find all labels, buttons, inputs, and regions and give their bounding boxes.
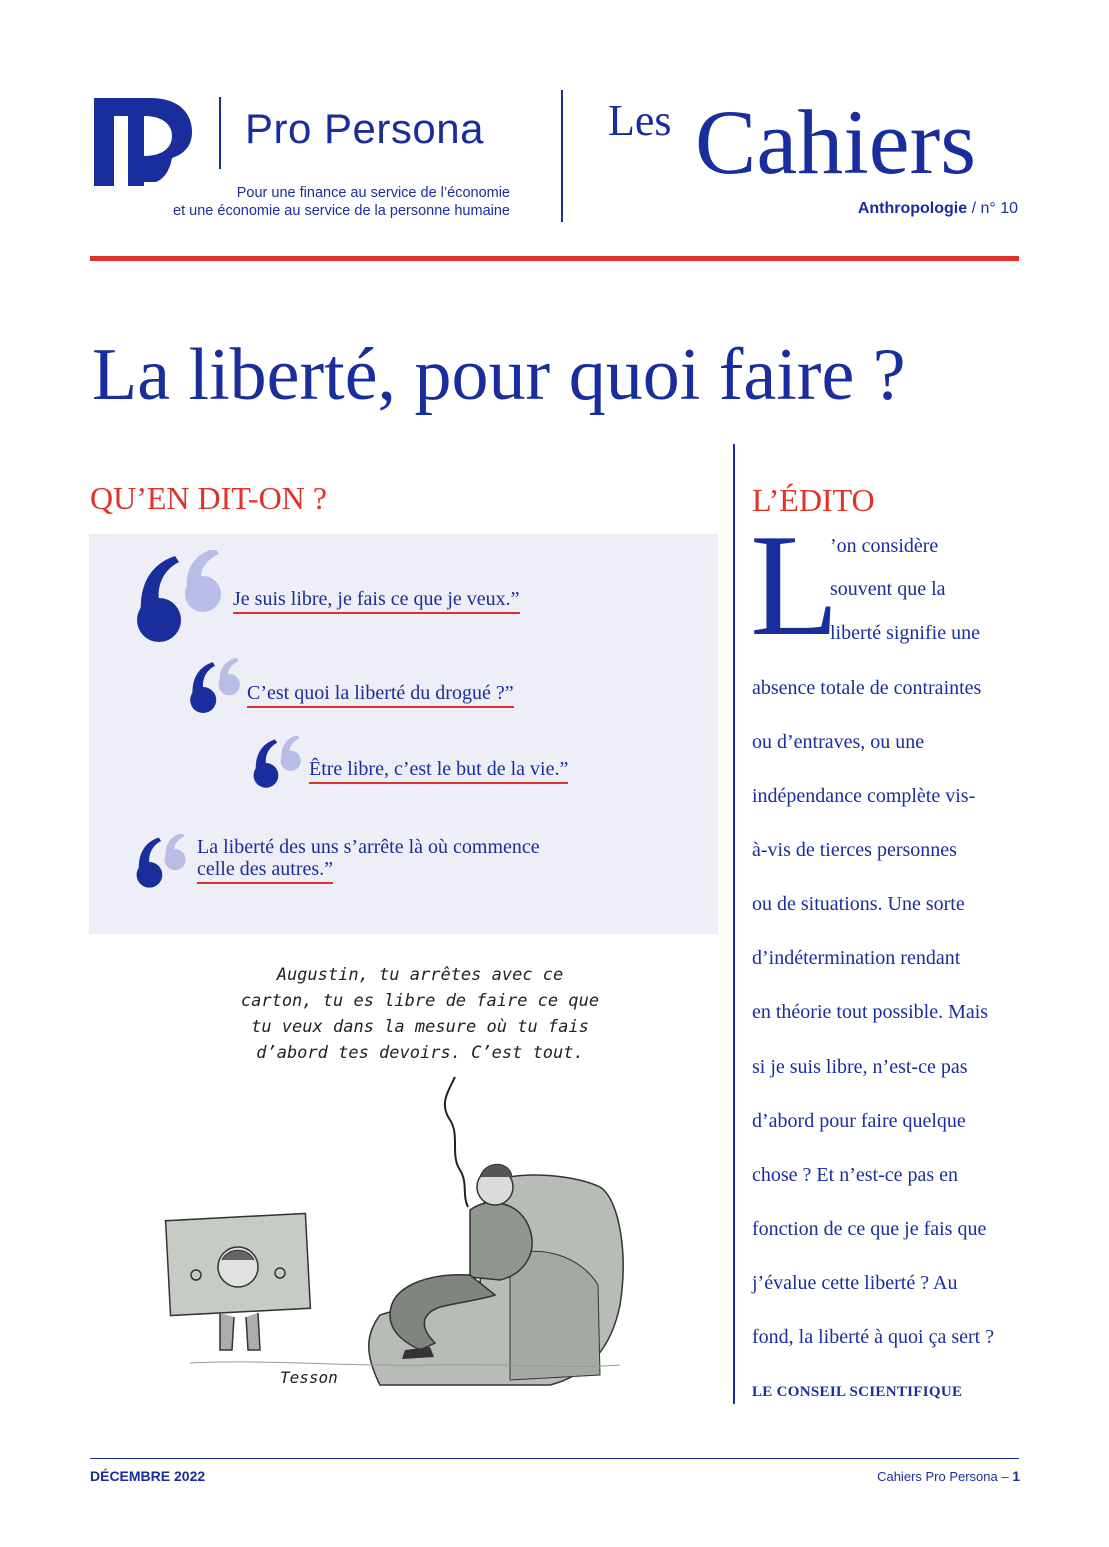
- quotes-box: [89, 534, 718, 934]
- edito-line: à-vis de tierces personnes: [752, 839, 957, 861]
- tagline-line-1: Pour une finance au service de l’économie: [236, 185, 510, 201]
- quotes-heading: QU’EN DIT-ON ?: [90, 480, 327, 516]
- edito-line: liberté signifie une: [830, 622, 980, 644]
- page-title: La liberté, pour quoi faire ?: [92, 334, 906, 416]
- edito-line: si je suis libre, n’est-ce pas: [752, 1056, 968, 1078]
- pro-persona-logo: [92, 96, 194, 188]
- tagline-line-2: et une économie au service de la personne humaine: [173, 203, 510, 219]
- cartoon-caption-line: carton, tu es libre de faire ce que: [240, 991, 600, 1011]
- header-divider: [561, 90, 563, 222]
- edito-line: en théorie tout possible. Mais: [752, 1001, 989, 1023]
- footer-date: DÉCEMBRE 2022: [90, 1468, 206, 1484]
- quote-4: [135, 834, 540, 890]
- quote-2: [189, 658, 514, 716]
- footer-page-info: [760, 1468, 1020, 1484]
- edito-line: ou d’entraves, ou une: [752, 731, 925, 753]
- quote-mark-icon: [251, 736, 309, 790]
- edito-line: chose ? Et n’est-ce pas en: [752, 1164, 959, 1186]
- quote-2-text: C’est quoi la liberté du drogué ?”: [247, 682, 514, 708]
- edito-line: souvent que la: [830, 578, 946, 600]
- footer-publication: Cahiers Pro Persona –: [877, 1469, 1013, 1484]
- page-number: 1: [1012, 1468, 1020, 1484]
- edito-line: indépendance complète vis-: [752, 785, 976, 807]
- logo-divider: [219, 97, 221, 169]
- header-rule: [90, 256, 1019, 261]
- quote-1-text: Je suis libre, je fais ce que je veux.”: [233, 588, 520, 614]
- tagline: [110, 184, 510, 220]
- cartoon-illustration: [150, 955, 650, 1395]
- edito-dropcap: L: [750, 504, 840, 666]
- quote-4-line-2: celle des autres.”: [197, 858, 333, 884]
- edito-line: fonction de ce que je fais que: [752, 1218, 987, 1240]
- edito-signature: LE CONSEIL SCIENTIFIQUE: [752, 1384, 963, 1400]
- issue-topic: Anthropologie: [857, 200, 968, 217]
- cartoon-caption-line: tu veux dans la mesure où tu fais: [251, 1017, 589, 1037]
- cartoon-caption-line: d’abord tes devoirs. C’est tout.: [256, 1043, 584, 1063]
- edito-line: ou de situations. Une sorte: [752, 893, 965, 915]
- footer-rule: [90, 1458, 1019, 1459]
- cartoon-caption-line: Augustin, tu arrêtes avec ce: [276, 965, 564, 985]
- quote-mark-icon: [135, 550, 233, 646]
- edito-line: d’abord pour faire quelque: [752, 1110, 966, 1132]
- quote-mark-icon: [135, 834, 193, 890]
- cartoon-signature: Tesson: [280, 1368, 338, 1387]
- edito-line: j’évalue cette liberté ? Au: [752, 1272, 958, 1294]
- column-divider: [733, 444, 735, 1404]
- edito-line: d’indétermination rendant: [752, 947, 961, 969]
- masthead-cahiers: Cahiers: [695, 91, 977, 193]
- quote-mark-icon: [189, 658, 247, 716]
- brand-name: Pro Persona: [245, 105, 484, 152]
- quote-1: [135, 550, 520, 646]
- issue-label: [790, 200, 1018, 218]
- edito-line: fond, la liberté à quoi ça sert ?: [752, 1326, 995, 1348]
- masthead-les: Les: [608, 96, 672, 145]
- quote-4-line-1: La liberté des uns s’arrête là où commence: [197, 836, 540, 858]
- edito-line: absence totale de contraintes: [752, 677, 982, 699]
- issue-number: / n° 10: [967, 200, 1018, 217]
- edito-line: ’on considère: [830, 535, 939, 557]
- edito-heading: L’ÉDITO: [752, 482, 875, 518]
- quote-3: [251, 736, 568, 790]
- quote-3-text: Être libre, c’est le but de la vie.”: [309, 758, 568, 784]
